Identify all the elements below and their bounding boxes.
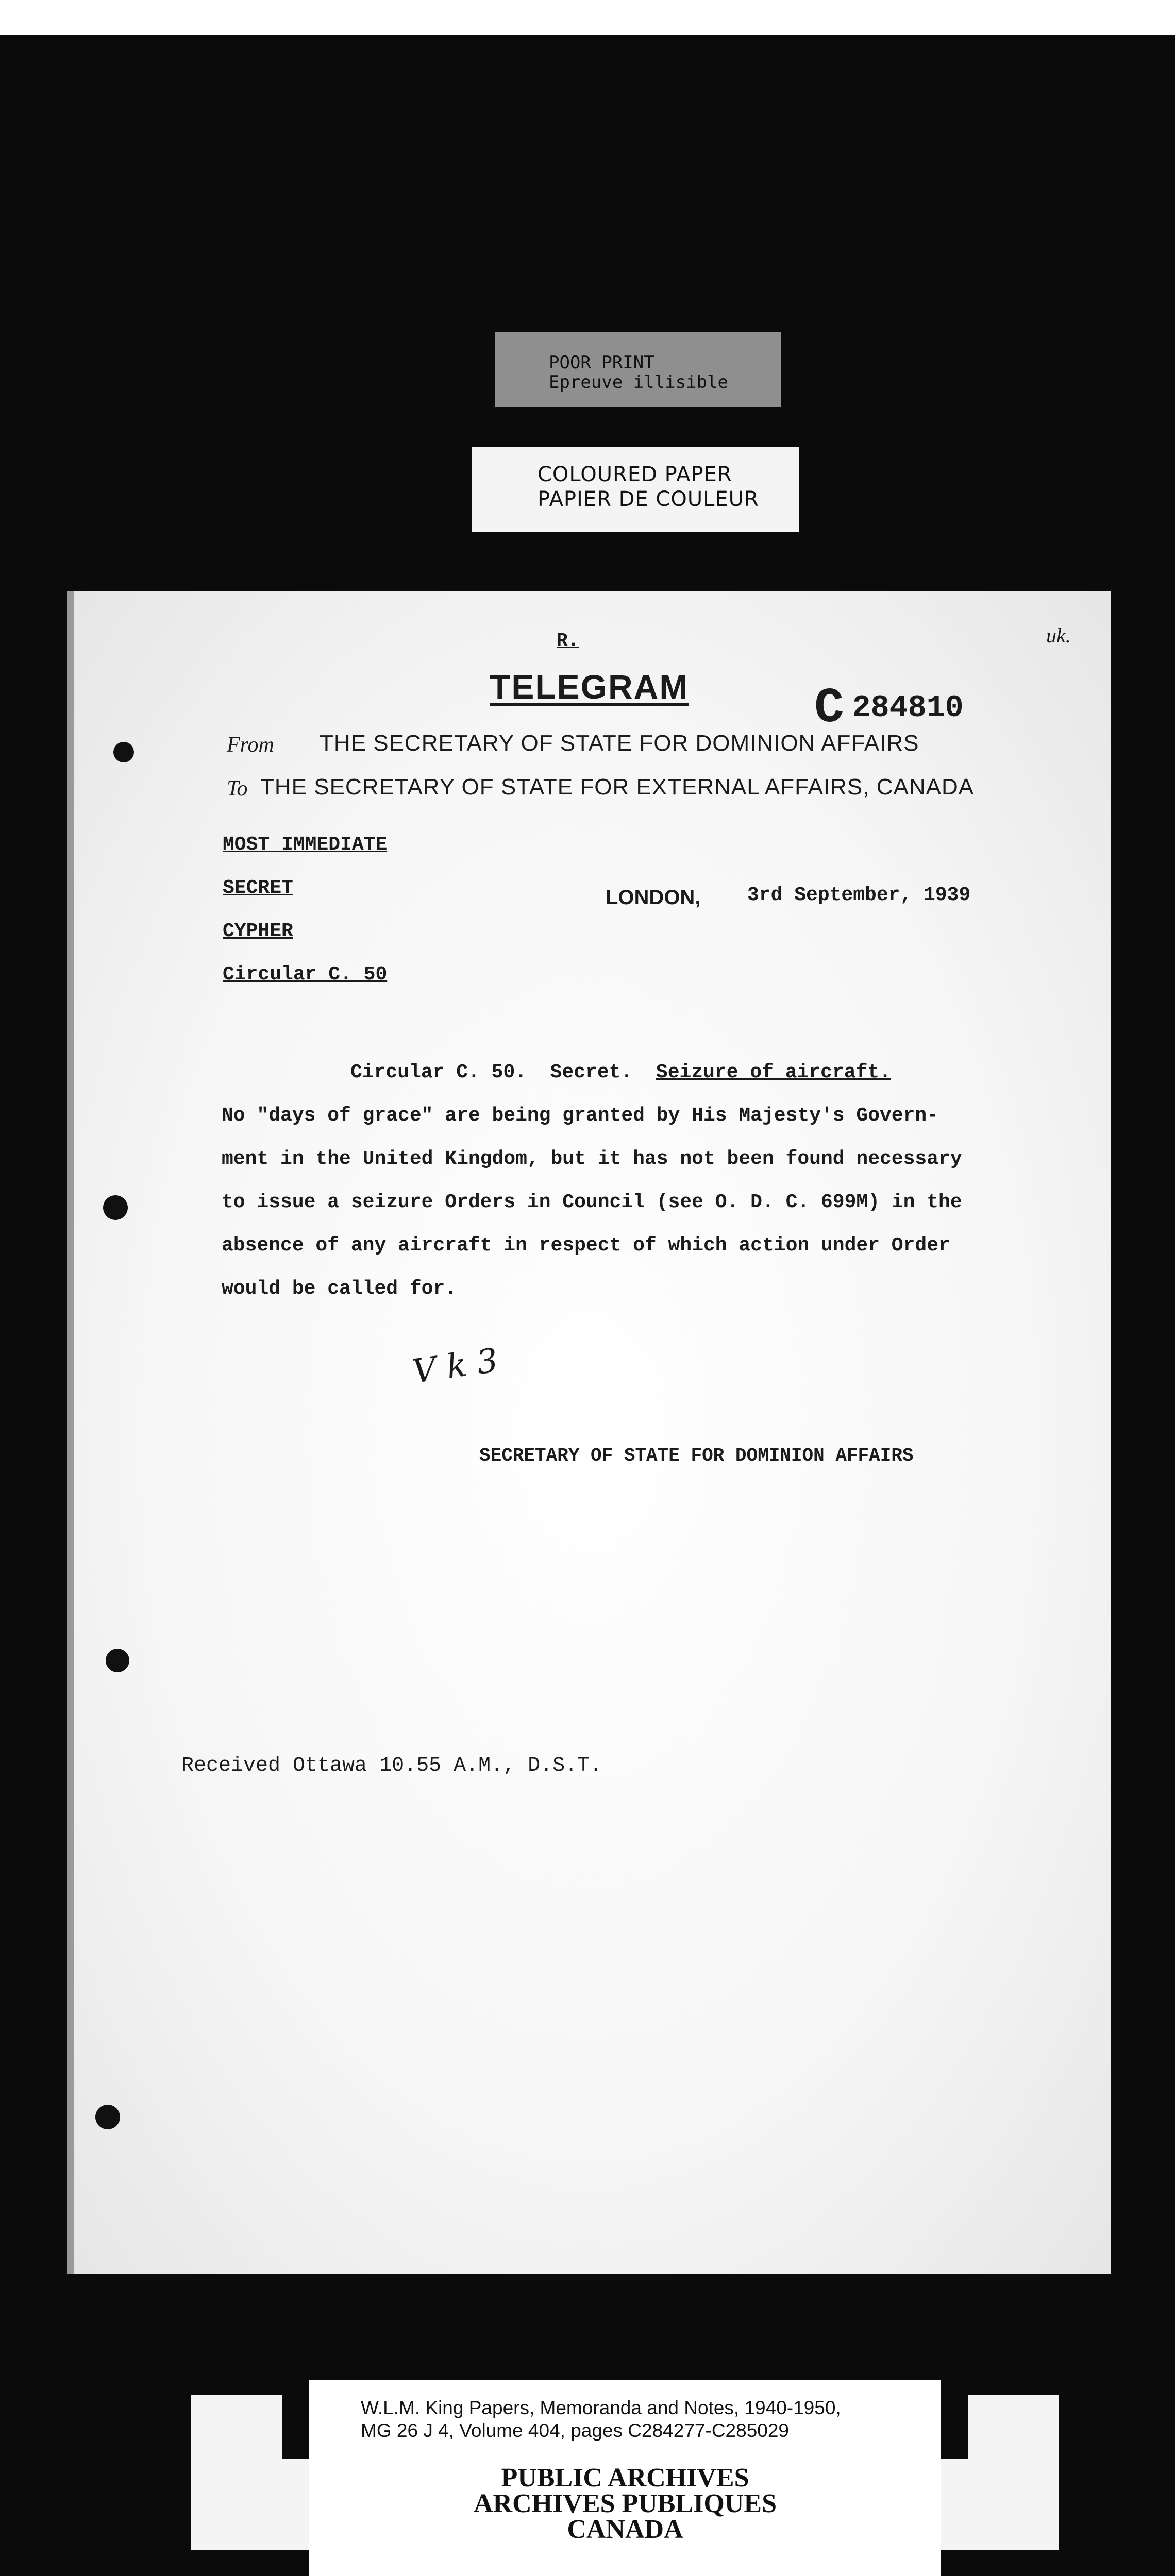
- body-line-5: absence of any aircraft in respect of which action under Order: [222, 1234, 950, 1257]
- from-label: From: [227, 733, 274, 757]
- received-stamp: Received Ottawa 10.55 A.M., D.S.T.: [181, 1754, 602, 1777]
- handling-markings: [223, 829, 387, 1003]
- telegram-date: 3rd September, 1939: [747, 884, 971, 906]
- corner-note: uk.: [1046, 624, 1071, 647]
- archive-citation-line-2: MG 26 J 4, Volume 404, pages C284277-C285029: [361, 2420, 790, 2441]
- archive-citation-line-1: W.L.M. King Papers, Memoranda and Notes, 1940-1950,: [361, 2397, 841, 2418]
- from-value: THE SECRETARY OF STATE FOR DOMINION AFFAIRS: [320, 731, 919, 756]
- punch-hole-mid: [103, 1195, 128, 1220]
- punch-hole-top: [113, 742, 134, 762]
- marking-circular: Circular C. 50: [223, 963, 388, 986]
- top-margin-strip: [0, 0, 1175, 35]
- message-body: [222, 1051, 1046, 1311]
- poor-print-line-2: Epreuve illisible: [549, 372, 728, 393]
- to-label: To: [227, 777, 248, 801]
- reference-mark: R.: [557, 630, 579, 651]
- coloured-paper-line-2: PAPIER DE COULEUR: [538, 487, 759, 511]
- body-line-6: would be called for.: [222, 1278, 457, 1300]
- coloured-paper-label: [472, 447, 799, 532]
- archive-citation: [361, 2397, 928, 2442]
- archive-label-notch-left: [282, 2395, 309, 2459]
- marking-classification: SECRET: [223, 877, 293, 899]
- archive-org-line-1: PUBLIC ARCHIVES: [501, 2463, 749, 2493]
- archive-label: [309, 2380, 941, 2576]
- poor-print-line-1: POOR PRINT: [549, 352, 654, 373]
- poor-print-label: [495, 332, 781, 407]
- reference-digits: 284810: [852, 691, 964, 726]
- coloured-paper-line-1: COLOURED PAPER: [538, 463, 732, 486]
- body-line-4: to issue a seizure Orders in Council (see O. D. C. 699M) in the: [222, 1191, 962, 1213]
- archive-org-line-2: ARCHIVES PUBLIQUES: [473, 2489, 777, 2518]
- archive-org-line-3: CANADA: [567, 2515, 683, 2544]
- body-line-1: [222, 1051, 1046, 1094]
- signature-line: SECRETARY OF STATE FOR DOMINION AFFAIRS: [479, 1445, 914, 1466]
- body-subject: Seizure of aircraft.: [656, 1061, 891, 1083]
- reference-letter: C: [814, 680, 844, 736]
- to-value: THE SECRETARY OF STATE FOR EXTERNAL AFFAIRS, CANADA: [260, 774, 975, 800]
- punch-hole-lower: [106, 1649, 129, 1672]
- body-line-3: ment in the United Kingdom, but it has not been found necessary: [222, 1148, 962, 1170]
- page-edge-shadow: [67, 591, 74, 2274]
- body-line-1-prefix: Circular C. 50. Secret.: [350, 1061, 656, 1083]
- marking-priority: MOST IMMEDIATE: [223, 834, 388, 856]
- body-line-2: No "days of grace" are being granted by His Majesty's Govern-: [222, 1105, 939, 1127]
- archive-label-notch-right: [941, 2395, 968, 2459]
- punch-hole-bottom: [95, 2105, 120, 2129]
- marking-cypher: CYPHER: [223, 920, 293, 942]
- archive-organization: [309, 2465, 941, 2543]
- reference-number: [814, 680, 964, 736]
- handwritten-initials: V k 3: [410, 1341, 500, 1392]
- telegram-title: TELEGRAM: [490, 668, 689, 706]
- place-of-origin: LONDON,: [606, 886, 701, 909]
